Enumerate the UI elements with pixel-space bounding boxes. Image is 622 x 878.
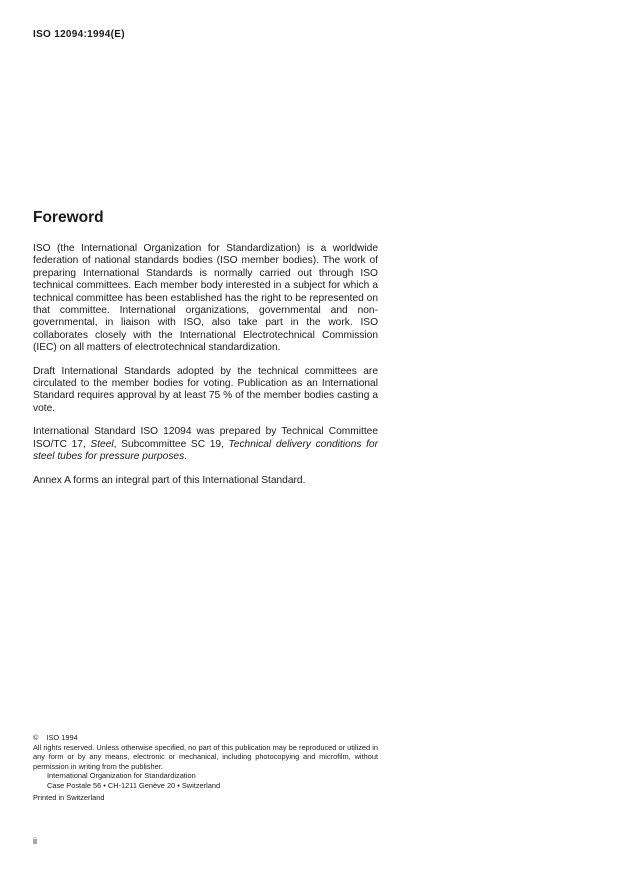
p3-end: . [184,451,188,463]
foreword-body [33,243,378,498]
copyright-text: ISO 1994 [46,733,78,742]
copyright-block [33,733,378,802]
publisher-name: International Organization for Standardization [47,771,196,781]
p3-committee-name: Steel [90,438,114,450]
foreword-title: Foreword [33,209,104,226]
foreword-paragraph-3 [33,426,378,463]
foreword-paragraph-4: Annex A forms an integral part of this International Standard. [33,474,306,486]
foreword-paragraph-1: ISO (the International Organization for Standardization) is a worldwide federation of national standards bodies (ISO member bodies). The work of preparing International Standards is normally carried out through ISO technical committees. Each member body interested in a subject for which a technical committee has been established has the right to be represented on that committee. International organizations, governmental and non-governmental, in liaison with ISO, also take part in the work. ISO collaborates closely with the International Electrotechnical Commission (IEC) on all matters of electrotechnical standardization. [33,243,378,354]
copyright-line [33,733,378,743]
document-id-header: ISO 12094:1994(E) [33,29,125,40]
p3-mid: , Subcommittee SC 19, [113,438,229,450]
publisher-address: Case Postale 56 • CH-1211 Genève 20 • Switzerland [47,780,221,790]
rights-notice: All rights reserved. Unless otherwise specified, no part of this publication may be reproduced or utilized in any form or by any means, electronic or mechanical, including photocopying and microfilm, without permission in writing from the publisher. [33,742,378,771]
page-number: ii [33,836,37,846]
printed-in: Printed in Switzerland [33,792,105,802]
foreword-paragraph-2: Draft International Standards adopted by the technical committees are circulated to the member bodies for voting. Publication as an International Standard requires approval by at least 75 % of the member bodies casting a vote. [33,365,378,414]
p3-pre: International Standard ISO 12094 was prepared by Technical Committee ISO/TC 17, [33,426,378,450]
p3-subcommittee-name: Technical delivery conditions for steel tubes for pressure purposes [33,438,378,463]
copyright-icon: © [33,733,39,742]
